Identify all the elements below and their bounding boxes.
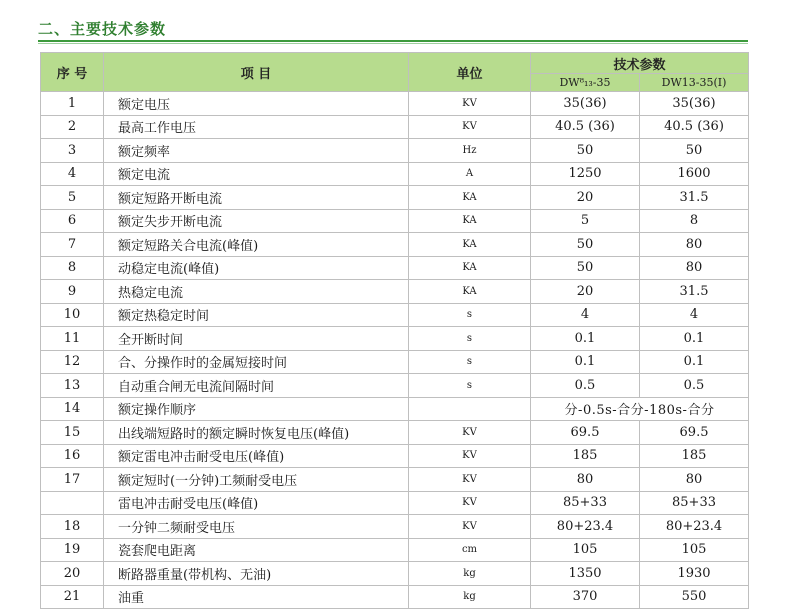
row-number: 9 bbox=[41, 280, 104, 304]
row-value-a: 80+23.4 bbox=[531, 515, 640, 539]
row-value-b: 0.5 bbox=[640, 374, 749, 398]
row-unit: s bbox=[409, 374, 531, 398]
header-item: 项 目 bbox=[104, 53, 409, 92]
row-item: 全开断时间 bbox=[104, 327, 409, 351]
row-unit: cm bbox=[409, 538, 531, 562]
row-unit: KV bbox=[409, 515, 531, 539]
header-unit: 单位 bbox=[409, 53, 531, 92]
row-value-a: 69.5 bbox=[531, 421, 640, 445]
row-value-a: 105 bbox=[531, 538, 640, 562]
row-value-b: 80 bbox=[640, 256, 749, 280]
row-value-merged: 分-0.5s-合分-180s-合分 bbox=[531, 397, 749, 421]
row-value-a: 35(36) bbox=[531, 92, 640, 116]
row-value-a: 80 bbox=[531, 468, 640, 492]
row-item: 额定短路关合电流(峰值) bbox=[104, 233, 409, 257]
row-number: 12 bbox=[41, 350, 104, 374]
row-unit: Hz bbox=[409, 139, 531, 163]
table-row bbox=[41, 515, 749, 539]
row-unit: KA bbox=[409, 256, 531, 280]
row-number: 6 bbox=[41, 209, 104, 233]
row-value-a: 85+33 bbox=[531, 491, 640, 515]
table-row bbox=[41, 374, 749, 398]
row-value-a: 50 bbox=[531, 233, 640, 257]
row-item: 雷电冲击耐受电压(峰值) bbox=[104, 491, 409, 515]
row-number: 14 bbox=[41, 397, 104, 421]
header-params: 技术参数 bbox=[531, 53, 749, 74]
row-item: 额定热稳定时间 bbox=[104, 303, 409, 327]
header-model-b: DW13-35(Ⅰ) bbox=[640, 74, 749, 92]
header-model-a: DW⁸₁₃-35 bbox=[531, 74, 640, 92]
table-row bbox=[41, 92, 749, 116]
row-value-a: 0.1 bbox=[531, 327, 640, 351]
row-item: 额定电压 bbox=[104, 92, 409, 116]
row-number: 21 bbox=[41, 585, 104, 609]
row-unit: A bbox=[409, 162, 531, 186]
table-row bbox=[41, 585, 749, 609]
row-item: 额定短路开断电流 bbox=[104, 186, 409, 210]
row-number: 3 bbox=[41, 139, 104, 163]
table-row bbox=[41, 538, 749, 562]
row-value-b: 50 bbox=[640, 139, 749, 163]
row-value-b: 31.5 bbox=[640, 280, 749, 304]
row-item: 额定频率 bbox=[104, 139, 409, 163]
row-value-b: 0.1 bbox=[640, 327, 749, 351]
row-unit: kg bbox=[409, 562, 531, 586]
table-row bbox=[41, 421, 749, 445]
row-value-b: 185 bbox=[640, 444, 749, 468]
row-item: 合、分操作时的金属短接时间 bbox=[104, 350, 409, 374]
row-item: 瓷套爬电距离 bbox=[104, 538, 409, 562]
row-unit: KV bbox=[409, 115, 531, 139]
row-number: 19 bbox=[41, 538, 104, 562]
row-unit: KV bbox=[409, 444, 531, 468]
row-item: 动稳定电流(峰值) bbox=[104, 256, 409, 280]
row-unit: kg bbox=[409, 585, 531, 609]
row-number: 16 bbox=[41, 444, 104, 468]
row-value-a: 1250 bbox=[531, 162, 640, 186]
row-item: 油重 bbox=[104, 585, 409, 609]
table-row bbox=[41, 562, 749, 586]
table-row bbox=[41, 397, 749, 421]
row-number bbox=[41, 491, 104, 515]
row-value-b: 80 bbox=[640, 233, 749, 257]
row-item: 额定电流 bbox=[104, 162, 409, 186]
tech-params-table bbox=[40, 52, 749, 609]
row-value-b: 4 bbox=[640, 303, 749, 327]
title-rule-light bbox=[38, 43, 748, 44]
row-value-b: 1600 bbox=[640, 162, 749, 186]
row-unit: KA bbox=[409, 209, 531, 233]
row-value-b: 1930 bbox=[640, 562, 749, 586]
row-item: 热稳定电流 bbox=[104, 280, 409, 304]
row-item: 一分钟二频耐受电压 bbox=[104, 515, 409, 539]
table-row bbox=[41, 303, 749, 327]
row-number: 7 bbox=[41, 233, 104, 257]
row-unit: KV bbox=[409, 421, 531, 445]
row-number: 20 bbox=[41, 562, 104, 586]
table-row bbox=[41, 162, 749, 186]
table-row bbox=[41, 491, 749, 515]
row-value-b: 35(36) bbox=[640, 92, 749, 116]
row-number: 13 bbox=[41, 374, 104, 398]
row-value-a: 40.5 (36) bbox=[531, 115, 640, 139]
section-title: 二、主要技术参数 bbox=[38, 20, 167, 38]
row-unit: KA bbox=[409, 186, 531, 210]
row-value-b: 85+33 bbox=[640, 491, 749, 515]
table-row bbox=[41, 350, 749, 374]
row-value-b: 105 bbox=[640, 538, 749, 562]
row-value-b: 0.1 bbox=[640, 350, 749, 374]
row-number: 2 bbox=[41, 115, 104, 139]
row-value-b: 8 bbox=[640, 209, 749, 233]
row-value-a: 20 bbox=[531, 280, 640, 304]
row-unit: KV bbox=[409, 92, 531, 116]
row-value-a: 50 bbox=[531, 256, 640, 280]
table-row bbox=[41, 256, 749, 280]
row-number: 11 bbox=[41, 327, 104, 351]
table-row bbox=[41, 327, 749, 351]
row-unit: KV bbox=[409, 468, 531, 492]
row-number: 5 bbox=[41, 186, 104, 210]
table-row bbox=[41, 233, 749, 257]
row-value-b: 69.5 bbox=[640, 421, 749, 445]
title-rule bbox=[38, 40, 748, 42]
row-value-a: 0.5 bbox=[531, 374, 640, 398]
table-row bbox=[41, 280, 749, 304]
row-item: 额定失步开断电流 bbox=[104, 209, 409, 233]
row-value-a: 5 bbox=[531, 209, 640, 233]
row-value-a: 370 bbox=[531, 585, 640, 609]
row-number: 18 bbox=[41, 515, 104, 539]
table-row bbox=[41, 186, 749, 210]
row-number: 4 bbox=[41, 162, 104, 186]
table-row bbox=[41, 115, 749, 139]
row-value-a: 1350 bbox=[531, 562, 640, 586]
row-number: 15 bbox=[41, 421, 104, 445]
row-value-a: 50 bbox=[531, 139, 640, 163]
row-value-b: 80+23.4 bbox=[640, 515, 749, 539]
row-item: 自动重合闸无电流间隔时间 bbox=[104, 374, 409, 398]
header-no: 序 号 bbox=[41, 53, 104, 92]
row-value-a: 4 bbox=[531, 303, 640, 327]
row-value-a: 185 bbox=[531, 444, 640, 468]
row-number: 1 bbox=[41, 92, 104, 116]
table-row bbox=[41, 444, 749, 468]
row-value-b: 80 bbox=[640, 468, 749, 492]
row-item: 额定操作顺序 bbox=[104, 397, 409, 421]
row-unit bbox=[409, 397, 531, 421]
table-body bbox=[41, 92, 749, 609]
row-number: 8 bbox=[41, 256, 104, 280]
table-row bbox=[41, 209, 749, 233]
row-unit: s bbox=[409, 303, 531, 327]
row-unit: KV bbox=[409, 491, 531, 515]
table-row bbox=[41, 468, 749, 492]
row-number: 10 bbox=[41, 303, 104, 327]
row-value-b: 550 bbox=[640, 585, 749, 609]
row-value-b: 40.5 (36) bbox=[640, 115, 749, 139]
row-item: 出线端短路时的额定瞬时恢复电压(峰值) bbox=[104, 421, 409, 445]
table-row bbox=[41, 139, 749, 163]
row-unit: s bbox=[409, 327, 531, 351]
row-value-b: 31.5 bbox=[640, 186, 749, 210]
row-unit: s bbox=[409, 350, 531, 374]
row-unit: KA bbox=[409, 280, 531, 304]
row-unit: KA bbox=[409, 233, 531, 257]
table-header bbox=[41, 53, 749, 92]
row-value-a: 20 bbox=[531, 186, 640, 210]
row-number: 17 bbox=[41, 468, 104, 492]
row-item: 断路器重量(带机构、无油) bbox=[104, 562, 409, 586]
row-item: 额定雷电冲击耐受电压(峰值) bbox=[104, 444, 409, 468]
row-value-a: 0.1 bbox=[531, 350, 640, 374]
row-item: 最高工作电压 bbox=[104, 115, 409, 139]
row-item: 额定短时(一分钟)工频耐受电压 bbox=[104, 468, 409, 492]
